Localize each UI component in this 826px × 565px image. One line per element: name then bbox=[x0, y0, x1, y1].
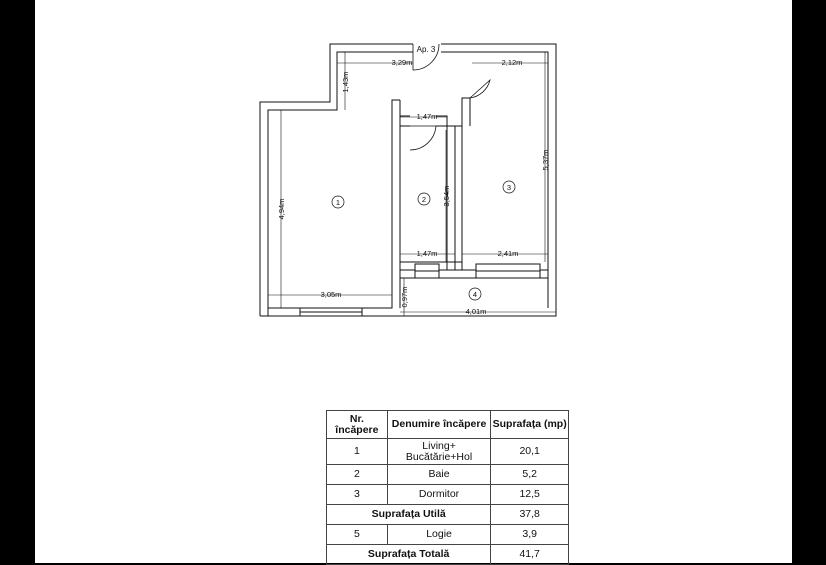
dim-bath-w: 1,47m bbox=[416, 249, 438, 258]
header-area: Suprafața (mp) bbox=[491, 411, 569, 439]
room-markers bbox=[332, 181, 515, 300]
row-nr: 1 bbox=[327, 439, 388, 465]
dim-loggia-w: 4,01m bbox=[465, 307, 487, 316]
loggia-name: Logie bbox=[387, 525, 491, 545]
area-table bbox=[326, 410, 569, 565]
total-area-value: 41,7 bbox=[491, 545, 569, 565]
row-name: Dormitor bbox=[387, 485, 491, 505]
row-nr: 2 bbox=[327, 465, 388, 485]
row-name: Baie bbox=[387, 465, 491, 485]
dim-living-w: 3,05m bbox=[320, 290, 342, 299]
dim-bedroom-w: 2,41m bbox=[497, 249, 519, 258]
header-nr: Nr. încăpere bbox=[327, 411, 388, 439]
dim-top-right: 2,12m bbox=[501, 58, 523, 67]
row-nr: 3 bbox=[327, 485, 388, 505]
apartment-label: Ap. 3 bbox=[416, 45, 436, 54]
table-row bbox=[327, 439, 569, 465]
total-area-label: Suprafața Totală bbox=[327, 545, 491, 565]
row-area: 5,2 bbox=[491, 465, 569, 485]
table-row bbox=[327, 485, 569, 505]
dim-living-h: 4,94m bbox=[277, 198, 286, 220]
dim-top-left: 3,29m bbox=[391, 58, 413, 67]
room-number-2: 2 bbox=[421, 195, 427, 204]
doors bbox=[410, 44, 490, 150]
room-number-3: 3 bbox=[506, 183, 512, 192]
useful-area-value: 37,8 bbox=[491, 505, 569, 525]
table-header bbox=[327, 411, 569, 439]
row-area: 12,5 bbox=[491, 485, 569, 505]
dim-loggia-h: 0,97m bbox=[400, 286, 409, 308]
table-row bbox=[327, 465, 569, 485]
total-area-row bbox=[327, 545, 569, 565]
room-number-1: 1 bbox=[335, 198, 341, 207]
dim-bedroom-h: 5,37m bbox=[541, 149, 550, 171]
row-name: Living+ Bucătărie+Hol bbox=[387, 439, 491, 465]
dim-hall: 1,47m bbox=[416, 112, 438, 121]
loggia-nr: 5 bbox=[327, 525, 388, 545]
useful-area-label: Suprafața Utilă bbox=[327, 505, 491, 525]
dim-notch: 1,43m bbox=[341, 71, 350, 93]
dim-bath-h: 3,54m bbox=[442, 185, 451, 207]
inner-walls bbox=[392, 98, 470, 270]
page bbox=[35, 0, 792, 563]
room-number-4: 4 bbox=[472, 290, 478, 299]
useful-area-row bbox=[327, 505, 569, 525]
header-name: Denumire încăpere bbox=[387, 411, 491, 439]
loggia-row bbox=[327, 525, 569, 545]
row-area: 20,1 bbox=[491, 439, 569, 465]
loggia-area: 3,9 bbox=[491, 525, 569, 545]
